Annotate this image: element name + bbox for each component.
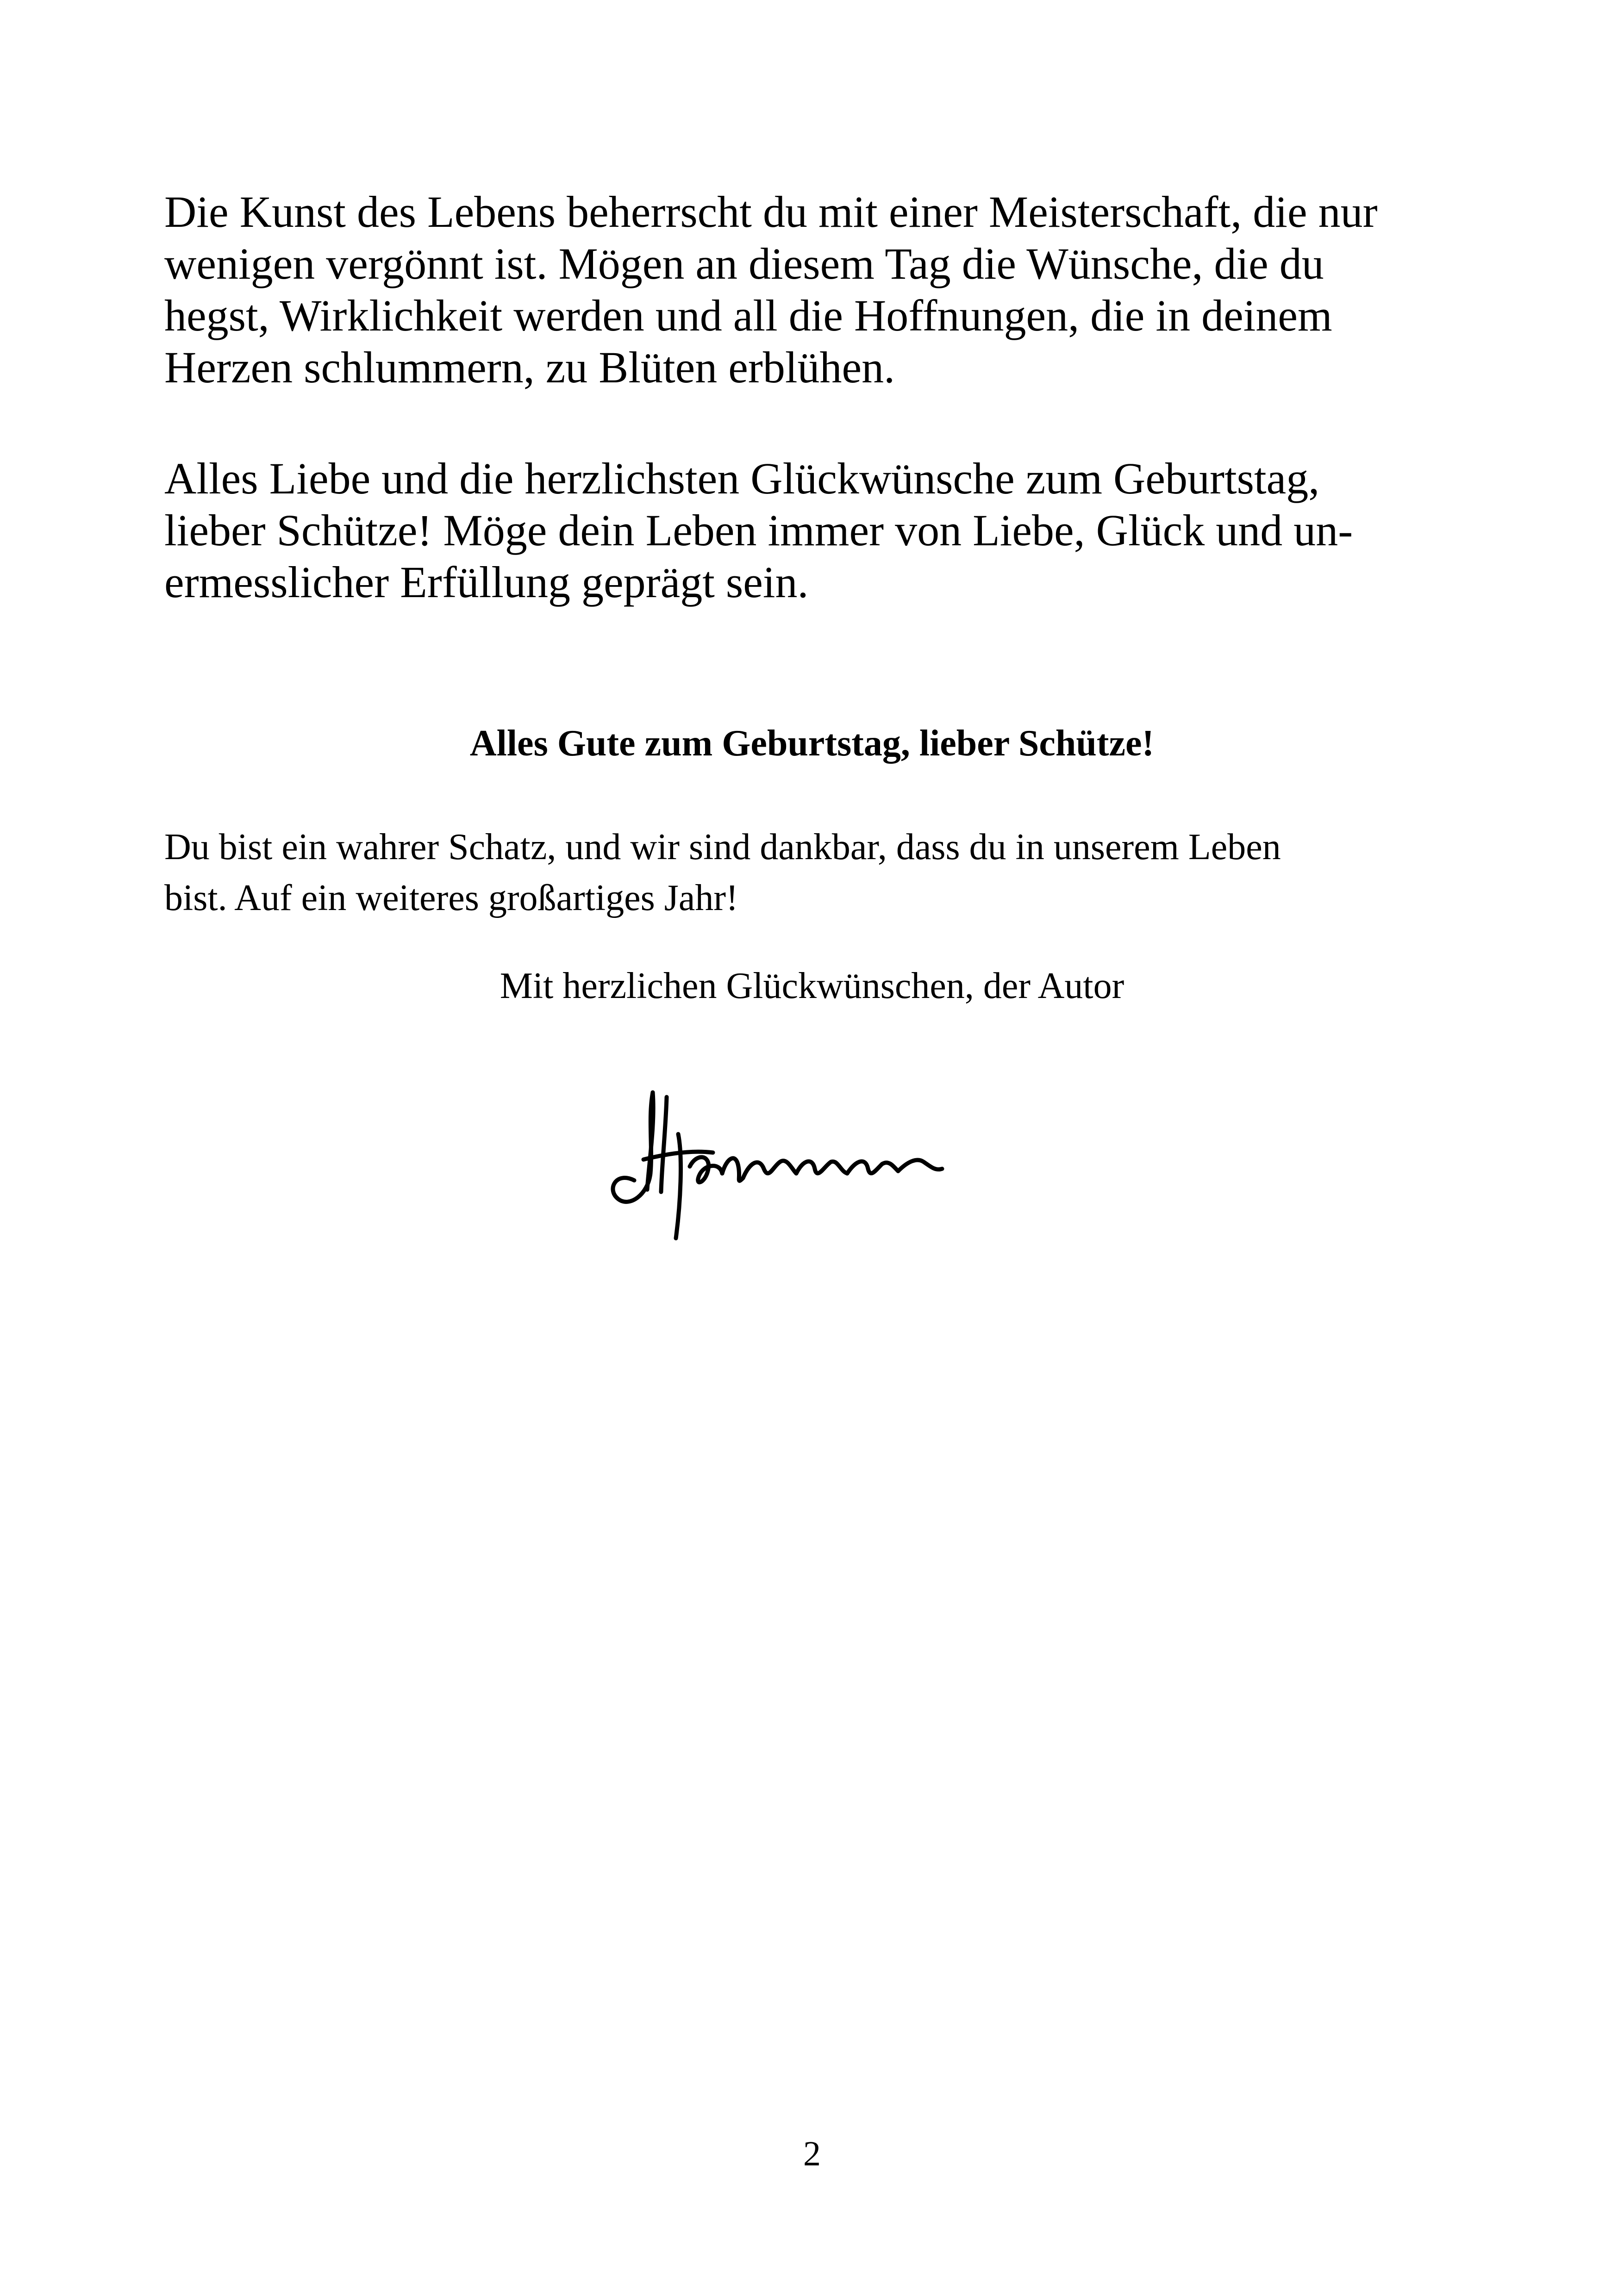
paragraph-line: bist. Auf ein weiteres großartiges Jahr! xyxy=(164,878,738,918)
paragraph-line: hegst, Wirklichkeit werden und all die Hoffnungen, die in deinem xyxy=(164,291,1332,340)
paragraph-line: lieber Schütze! Möge dein Leben immer von Liebe, Glück und un- xyxy=(164,505,1353,555)
paragraph-line: Die Kunst des Lebens beherrscht du mit einer Meisterschaft, die nur xyxy=(164,187,1378,237)
signature-icon xyxy=(597,1074,949,1245)
paragraph-line: Herzen schlummern, zu Blüten erblühen. xyxy=(164,343,895,392)
paragraph-line: ermesslicher Erfüllung geprägt sein. xyxy=(164,557,809,607)
paragraph-art-of-living xyxy=(164,186,1461,393)
paragraph-line: wenigen vergönnt ist. Mögen an diesem Tag die Wünsche, die du xyxy=(164,239,1324,288)
closing-line: Mit herzlichen Glückwünschen, der Autor xyxy=(500,966,1124,1006)
birthday-heading: Alles Gute zum Geburtstag, lieber Schütze! xyxy=(469,723,1155,764)
paragraph-birthday-wishes xyxy=(164,453,1461,608)
paragraph-line: Du bist ein wahrer Schatz, und wir sind dankbar, dass du in unserem Leben xyxy=(164,827,1281,867)
paragraph-treasure xyxy=(164,822,1461,923)
paragraph-line: Alles Liebe und die herzlichsten Glückwünsche zum Geburtstag, xyxy=(164,454,1320,503)
page-number: 2 xyxy=(803,2134,821,2173)
